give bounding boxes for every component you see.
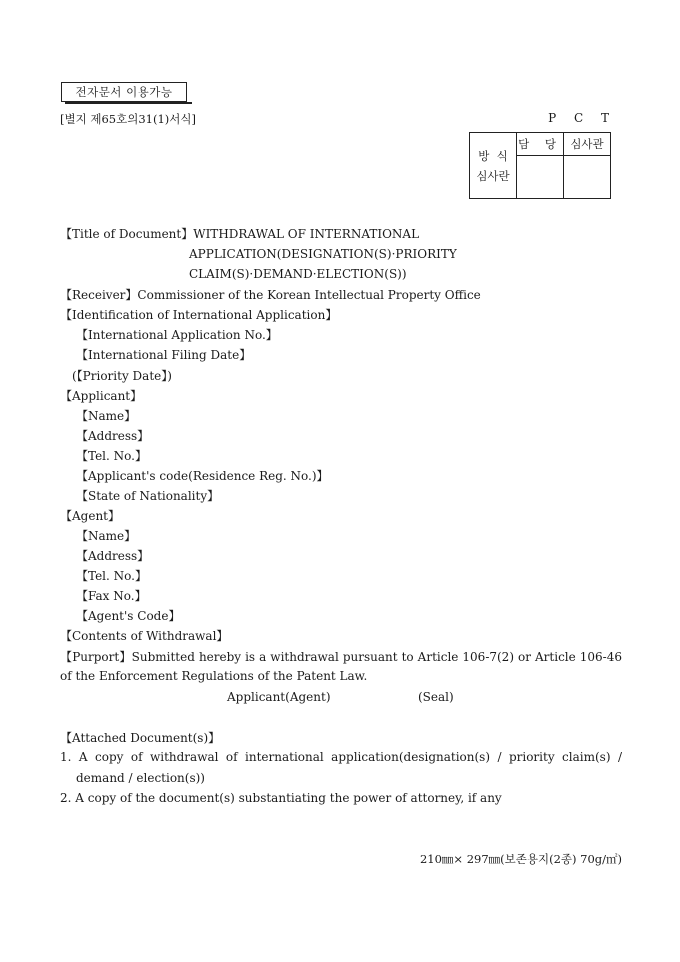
priority-date: (【Priority Date】) xyxy=(72,369,172,383)
form-number: [별지 제65호의31(1)서식] xyxy=(60,112,196,126)
review-box-label-line2: 심사란 xyxy=(476,168,510,183)
seal-label: (Seal) xyxy=(418,690,454,704)
purport-line1: 【Purport】Submitted hereby is a withdrawal pursuant to Article 106-7(2) or Article 106-46 xyxy=(60,650,622,664)
agent-heading: 【Agent】 xyxy=(60,509,121,523)
agent-address: 【Address】 xyxy=(76,549,150,563)
signature-label: Applicant(Agent) xyxy=(227,690,331,704)
attached-item-1-line1: 1. A copy of withdrawal of international application(designation(s) / priority claim(s) / xyxy=(60,750,622,764)
attached-heading: 【Attached Document(s)】 xyxy=(60,731,221,745)
review-box-officer-cell[interactable] xyxy=(517,156,564,199)
paper-spec: 210㎜× 297㎜(보존용지(2종) 70g/㎡) xyxy=(419,852,622,866)
receiver-label: 【Receiver】 xyxy=(60,288,138,302)
applicant-tel: 【Tel. No.】 xyxy=(76,449,147,463)
attached-item-1-line2: demand / election(s)) xyxy=(76,771,205,785)
purport-line2: of the Enforcement Regulations of the Patent Law. xyxy=(60,669,368,683)
title-value-line3: CLAIM(S)·DEMAND·ELECTION(S)) xyxy=(189,267,407,281)
agent-fax: 【Fax No.】 xyxy=(76,589,147,603)
agent-code: 【Agent's Code】 xyxy=(76,609,181,623)
applicant-address: 【Address】 xyxy=(76,429,150,443)
identification-heading: 【Identification of International Application】 xyxy=(60,308,338,322)
international-application-no: 【International Application No.】 xyxy=(76,328,278,342)
review-box xyxy=(469,132,611,199)
contents-heading: 【Contents of Withdrawal】 xyxy=(60,629,229,643)
receiver-value: Commissioner of the Korean Intellectual Property Office xyxy=(137,288,481,302)
receiver-row xyxy=(60,287,481,303)
review-box-label-line1: 방 식 xyxy=(478,148,508,163)
review-box-main-label xyxy=(470,133,517,199)
agent-tel: 【Tel. No.】 xyxy=(76,569,147,583)
pct-label: P C T xyxy=(548,111,616,125)
applicant-nationality: 【State of Nationality】 xyxy=(76,489,220,503)
title-value-line2: APPLICATION(DESIGNATION(S)·PRIORITY xyxy=(189,247,457,261)
review-box-officer-header: 담 당 xyxy=(517,133,564,156)
applicant-code: 【Applicant's code(Residence Reg. No.)】 xyxy=(76,469,329,483)
title-row xyxy=(60,226,419,242)
electronic-document-badge: 전자문서 이용가능 xyxy=(61,82,187,102)
title-label: 【Title of Document】 xyxy=(60,227,194,241)
attached-item-2: 2. A copy of the document(s) substantiating the power of attorney, if any xyxy=(60,791,502,805)
applicant-heading: 【Applicant】 xyxy=(60,389,143,403)
applicant-name: 【Name】 xyxy=(76,409,137,423)
review-box-examiner-cell[interactable] xyxy=(564,156,611,199)
title-value-line1: WITHDRAWAL OF INTERNATIONAL xyxy=(193,227,420,241)
review-box-examiner-header: 심사관 xyxy=(564,133,611,156)
agent-name: 【Name】 xyxy=(76,529,137,543)
international-filing-date: 【International Filing Date】 xyxy=(76,348,252,362)
